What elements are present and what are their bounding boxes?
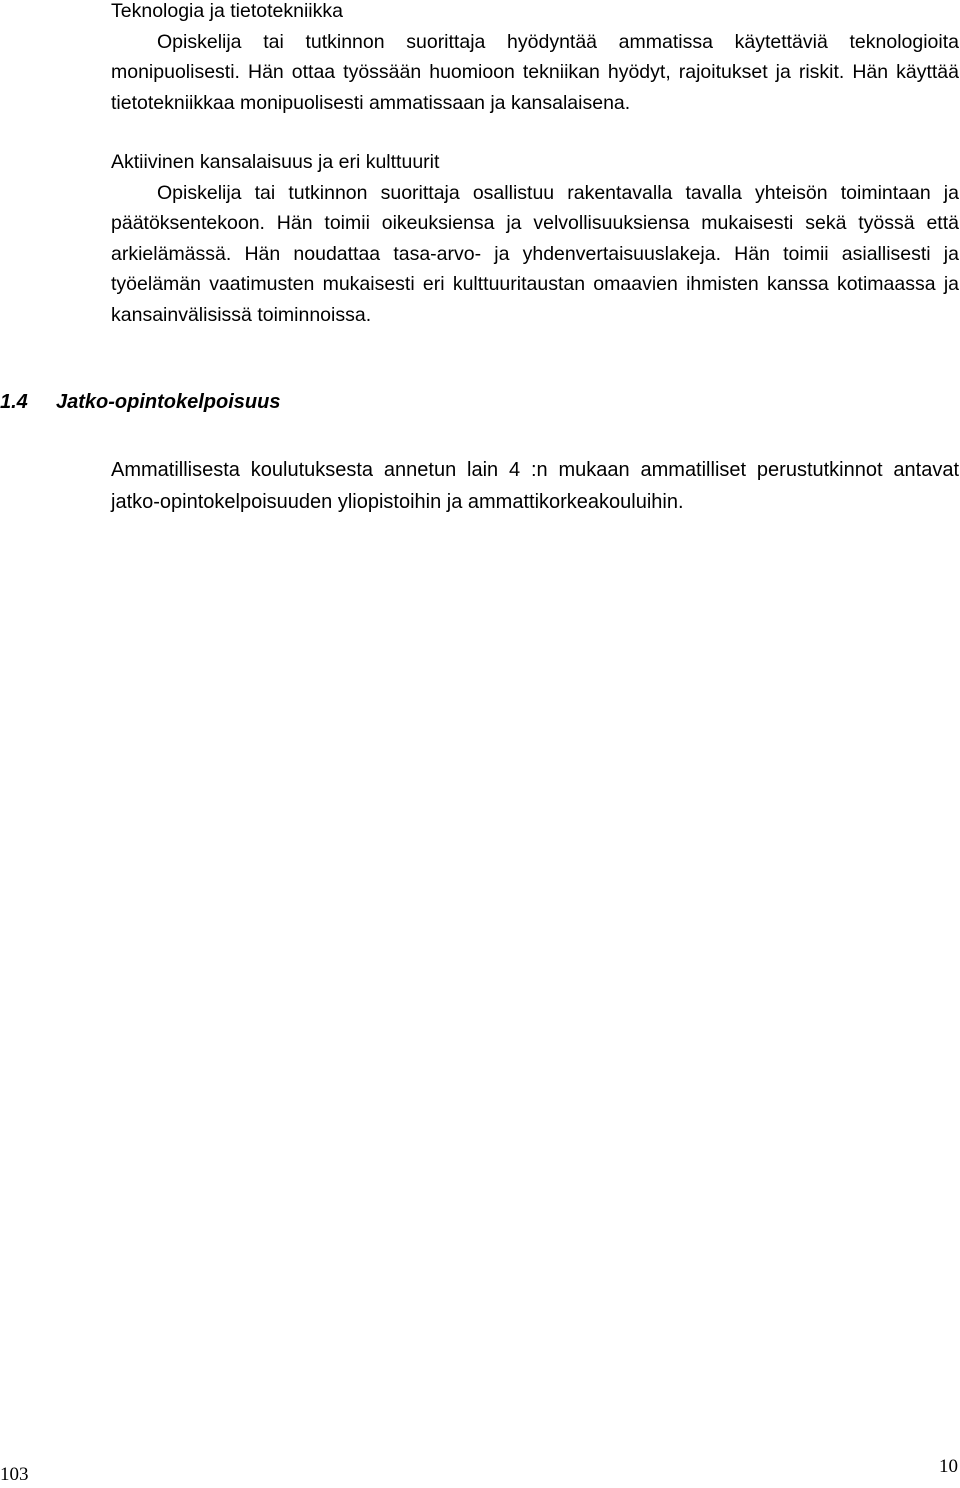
- section-technology: [111, 0, 959, 118]
- section-technology-text: Opiskelija tai tutkinnon suorittaja hyödyntää ammatissa käytettäviä teknologioita monipuolisesti. Hän ottaa työssään huomioon tekniikan hyödyt, rajoitukset ja riskit. Hän käyttää tietotekniikkaa monipuolisesti ammatissaan ja kansalaisena.: [111, 30, 959, 114]
- right-page-number: 10: [939, 1456, 958, 1477]
- section-1-4-number: 1.4: [0, 391, 28, 413]
- section-active-citizenship: [111, 147, 959, 330]
- left-page-number: 103: [0, 1464, 29, 1485]
- section-1-4-text: Ammatillisesta koulutuksesta annetun lain 4 :n mukaan ammatilliset perustutkinnot antavat jatko-opintokelpoisuuden yliopistoihin ja ammattikorkeakouluihin.: [111, 459, 959, 513]
- section-active-citizenship-text: Opiskelija tai tutkinnon suorittaja osallistuu rakentavalla tavalla yhteisön toimintaan ja päätöksentekoon. Hän toimii oikeuksiensa ja velvollisuuksiensa mukaisesti sekä työssä että arkielämässä. Hän noudattaa tasa-arvo- ja yhdenvertaisuuslakeja. Hän toimii asiallisesti ja työelämän vaatimusten mukaisesti eri kulttuuritaustan omaavien ihmisten kanssa kotimaassa ja kansainvälisissä toiminnoissa.: [111, 181, 959, 326]
- section-technology-heading: Teknologia ja tietotekniikka: [111, 0, 343, 22]
- section-1-4-title: Jatko-opintokelpoisuus: [56, 391, 281, 413]
- section-1-4-heading: [0, 387, 280, 417]
- section-active-citizenship-heading: Aktiivinen kansalaisuus ja eri kulttuurit: [111, 151, 440, 173]
